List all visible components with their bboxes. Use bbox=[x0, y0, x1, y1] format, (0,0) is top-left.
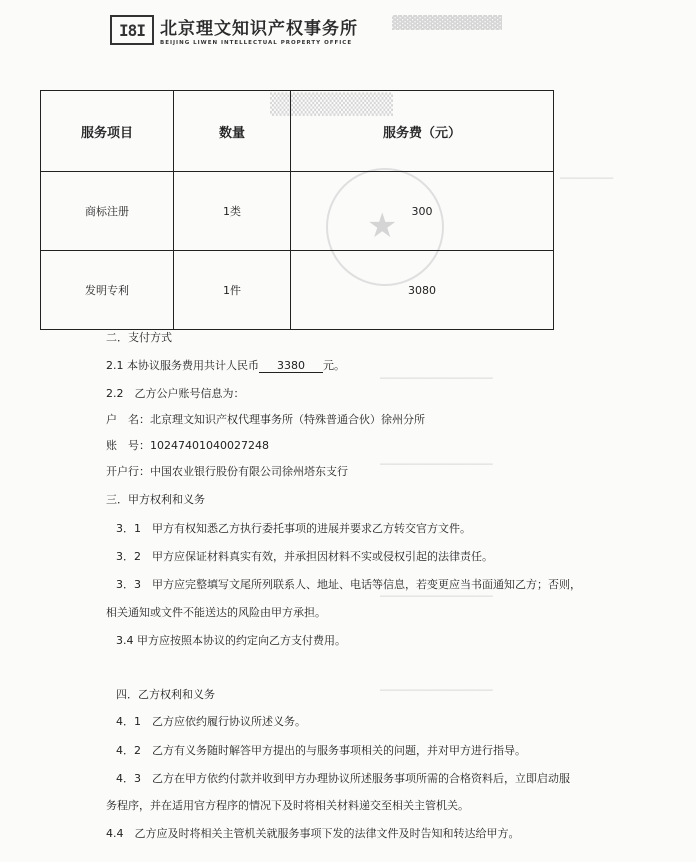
cell-qty: 1件 bbox=[174, 251, 291, 330]
clause-3-1: 3．1 甲方有权知悉乙方执行委托事项的进展并要求乙方转交官方文件。 bbox=[116, 522, 471, 535]
account-number: 账 号：10247401040027248 bbox=[106, 439, 269, 452]
party-b-section-title: 四．乙方权利和义务 bbox=[116, 688, 215, 701]
service-fee-table bbox=[40, 90, 554, 330]
payment-total-line: 2.1 本协议服务费用共计人民币 3380 元。 bbox=[106, 359, 345, 372]
clause-4-3: 4．3 乙方在甲方依约付款并收到甲方办理协议所述服务事项所需的合格资料后，立即启动服 bbox=[116, 772, 570, 785]
cell-qty: 1类 bbox=[174, 172, 291, 251]
company-logo bbox=[110, 14, 358, 46]
account-info-label: 2.2 乙方公户账号信息为： bbox=[106, 387, 245, 400]
bleed-through-line: ───────────────── bbox=[380, 458, 493, 471]
account-name: 户 名：北京理文知识产权代理事务所（特殊普通合伙）徐州分所 bbox=[106, 413, 425, 426]
cell-item: 发明专利 bbox=[41, 251, 174, 330]
bleed-through-header: ▓▓▓▓▓▓▓▓▓▓▓ bbox=[392, 16, 502, 31]
clause-3-4: 3.4 甲方应按照本协议的约定向乙方支付费用。 bbox=[116, 634, 346, 647]
bleed-through-line: ──────── bbox=[560, 172, 613, 185]
bleed-through-title: ▒▒▒▒▒▒▒▒ bbox=[270, 92, 394, 116]
party-a-section-title: 三．甲方权利和义务 bbox=[106, 493, 205, 506]
total-amount: 3380 bbox=[259, 359, 323, 373]
logo-mark-icon: I8I bbox=[110, 15, 154, 45]
table-header-row bbox=[41, 91, 554, 172]
clause-4-3-cont: 务程序，并在适用官方程序的情况下及时将相关材料递交至相关主管机关。 bbox=[106, 799, 469, 812]
company-name-cn: 北京理文知识产权事务所 bbox=[160, 19, 358, 39]
bleed-through-line: ───────────────── bbox=[380, 372, 493, 385]
clause-3-2: 3．2 甲方应保证材料真实有效，并承担因材料不实或侵权引起的法律责任。 bbox=[116, 550, 493, 563]
cell-item: 商标注册 bbox=[41, 172, 174, 251]
cell-fee: 300 bbox=[291, 172, 554, 251]
clause-3-3-cont: 相关通知或文件不能送达的风险由甲方承担。 bbox=[106, 606, 326, 619]
table-row bbox=[41, 172, 554, 251]
clause-4-4: 4.4 乙方应及时将相关主管机关就服务事项下发的法律文件及时告知和转达给甲方。 bbox=[106, 827, 520, 840]
company-name-en: BEIJING LIWEN INTELLECTUAL PROPERTY OFFICE bbox=[160, 40, 353, 46]
bleed-through-line: ───────────────── bbox=[380, 590, 493, 603]
clause-3-3: 3．3 甲方应完整填写文尾所列联系人、地址、电话等信息，若变更应当书面通知乙方；否则， bbox=[116, 578, 581, 591]
clause-4-2: 4．2 乙方有义务随时解答甲方提出的与服务事项相关的问题，并对甲方进行指导。 bbox=[116, 744, 526, 757]
clause-4-1: 4．1 乙方应依约履行协议所述义务。 bbox=[116, 715, 306, 728]
col-header-item: 服务项目 bbox=[41, 91, 174, 172]
col-header-qty: 数量 bbox=[174, 91, 291, 172]
table-row bbox=[41, 251, 554, 330]
stamp-star-icon: ★ bbox=[367, 206, 398, 246]
bank-name: 开户行：中国农业银行股份有限公司徐州塔东支行 bbox=[106, 465, 348, 478]
cell-fee: 3080 bbox=[291, 251, 554, 330]
bleed-through-line: ───────────────── bbox=[380, 684, 493, 697]
col-header-fee: 服务费（元） bbox=[291, 91, 554, 172]
payment-section-title: 二．支付方式 bbox=[106, 331, 172, 344]
